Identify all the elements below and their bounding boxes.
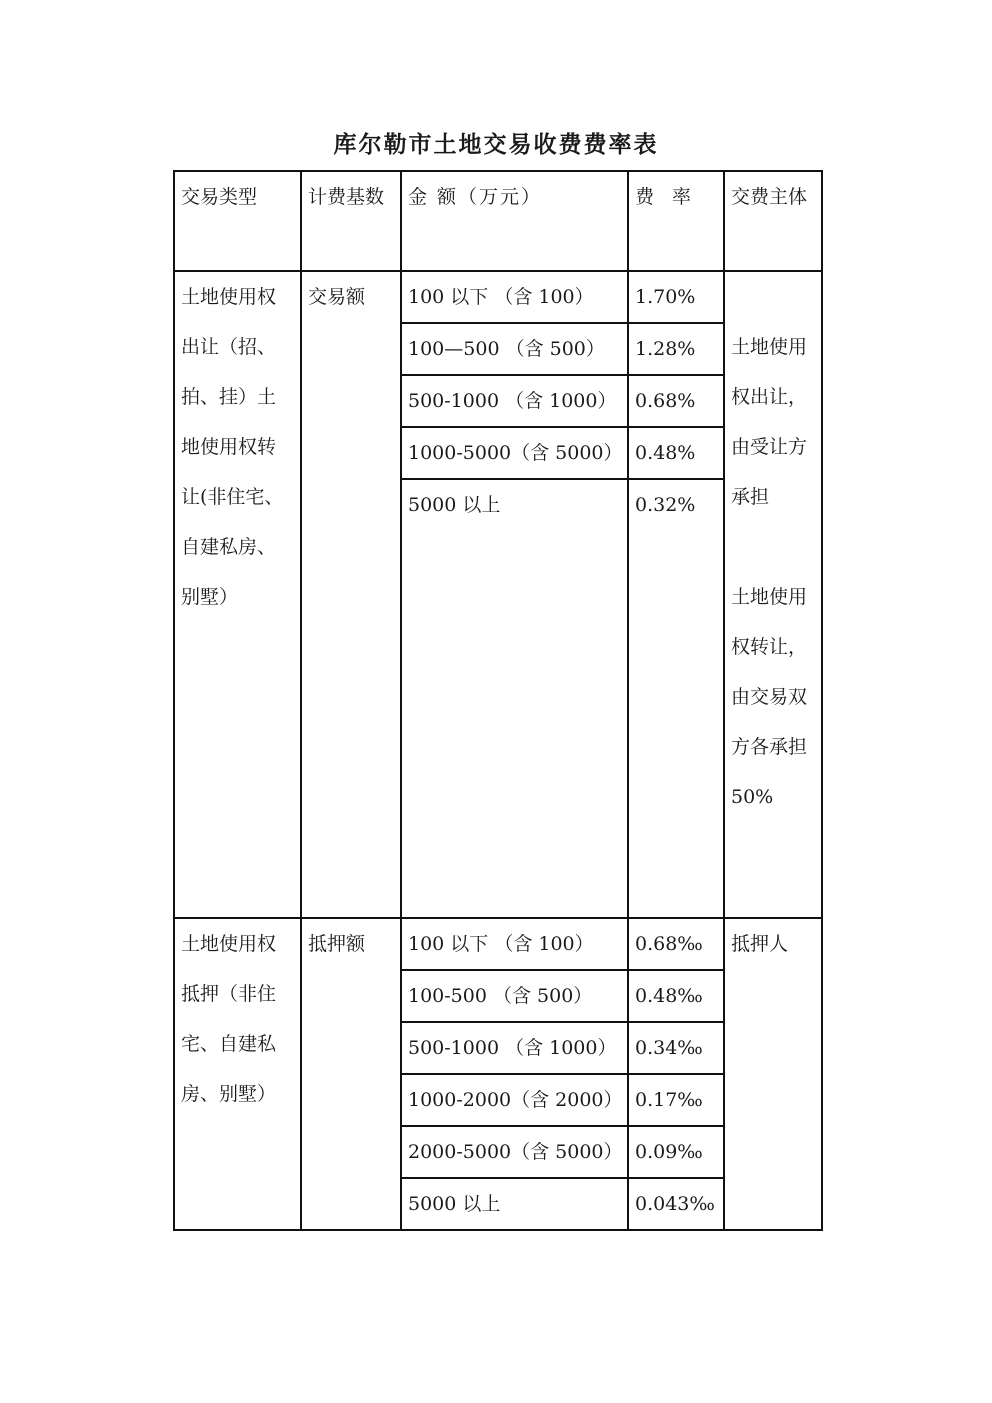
rate-cell: 0.09‰	[628, 1126, 724, 1178]
fee-rate-table	[173, 170, 823, 1231]
rate-cell: 0.48‰	[628, 970, 724, 1022]
amount-cell: 5000 以上	[401, 1178, 628, 1230]
header-fee-basis: 计费基数	[301, 171, 401, 271]
section1-payer	[724, 271, 822, 918]
amount-cell: 100 以下 （含 100）	[401, 271, 628, 323]
rate-cell: 1.28%	[628, 323, 724, 375]
amount-cell: 100 以下 （含 100）	[401, 918, 628, 970]
amount-cell: 500-1000 （含 1000）	[401, 1022, 628, 1074]
amount-cell: 100—500 （含 500）	[401, 323, 628, 375]
amount-cell: 2000-5000（含 5000）	[401, 1126, 628, 1178]
header-rate: 费 率	[628, 171, 724, 271]
rate-cell: 0.043‰	[628, 1178, 724, 1230]
rate-cell: 0.34‰	[628, 1022, 724, 1074]
page-title: 库尔勒市土地交易收费费率表	[333, 131, 659, 158]
section2-fee-basis: 抵押额	[301, 918, 401, 1230]
rate-cell: 0.17‰	[628, 1074, 724, 1126]
rate-cell: 0.68%	[628, 375, 724, 427]
rate-cell: 1.70%	[628, 271, 724, 323]
table-row	[174, 271, 822, 323]
header-transaction-type: 交易类型	[174, 171, 301, 271]
section2-transaction-type: 土地使用权抵押（非住宅、自建私房、别墅）	[174, 918, 301, 1230]
rate-cell: 0.48%	[628, 427, 724, 479]
header-amount: 金 额（万元）	[401, 171, 628, 271]
payer-transfer-text: 土地使用权出让，由受让方承担	[731, 336, 808, 508]
payer-resale-text: 土地使用权转让，由交易双方各承担50%	[731, 586, 808, 808]
header-row	[174, 171, 822, 271]
amount-cell: 500-1000 （含 1000）	[401, 375, 628, 427]
section1-transaction-type: 土地使用权出让（招、拍、挂）土地使用权转让(非住宅、自建私房、别墅）	[174, 271, 301, 918]
amount-cell: 100-500 （含 500）	[401, 970, 628, 1022]
amount-cell: 5000 以上	[401, 479, 628, 918]
table-row	[174, 918, 822, 970]
section1-fee-basis: 交易额	[301, 271, 401, 918]
amount-cell: 1000-5000（含 5000）	[401, 427, 628, 479]
rate-cell: 0.68‰	[628, 918, 724, 970]
amount-cell: 1000-2000（含 2000）	[401, 1074, 628, 1126]
section2-payer: 抵押人	[724, 918, 822, 1230]
rate-cell: 0.32%	[628, 479, 724, 918]
header-payer: 交费主体	[724, 171, 822, 271]
